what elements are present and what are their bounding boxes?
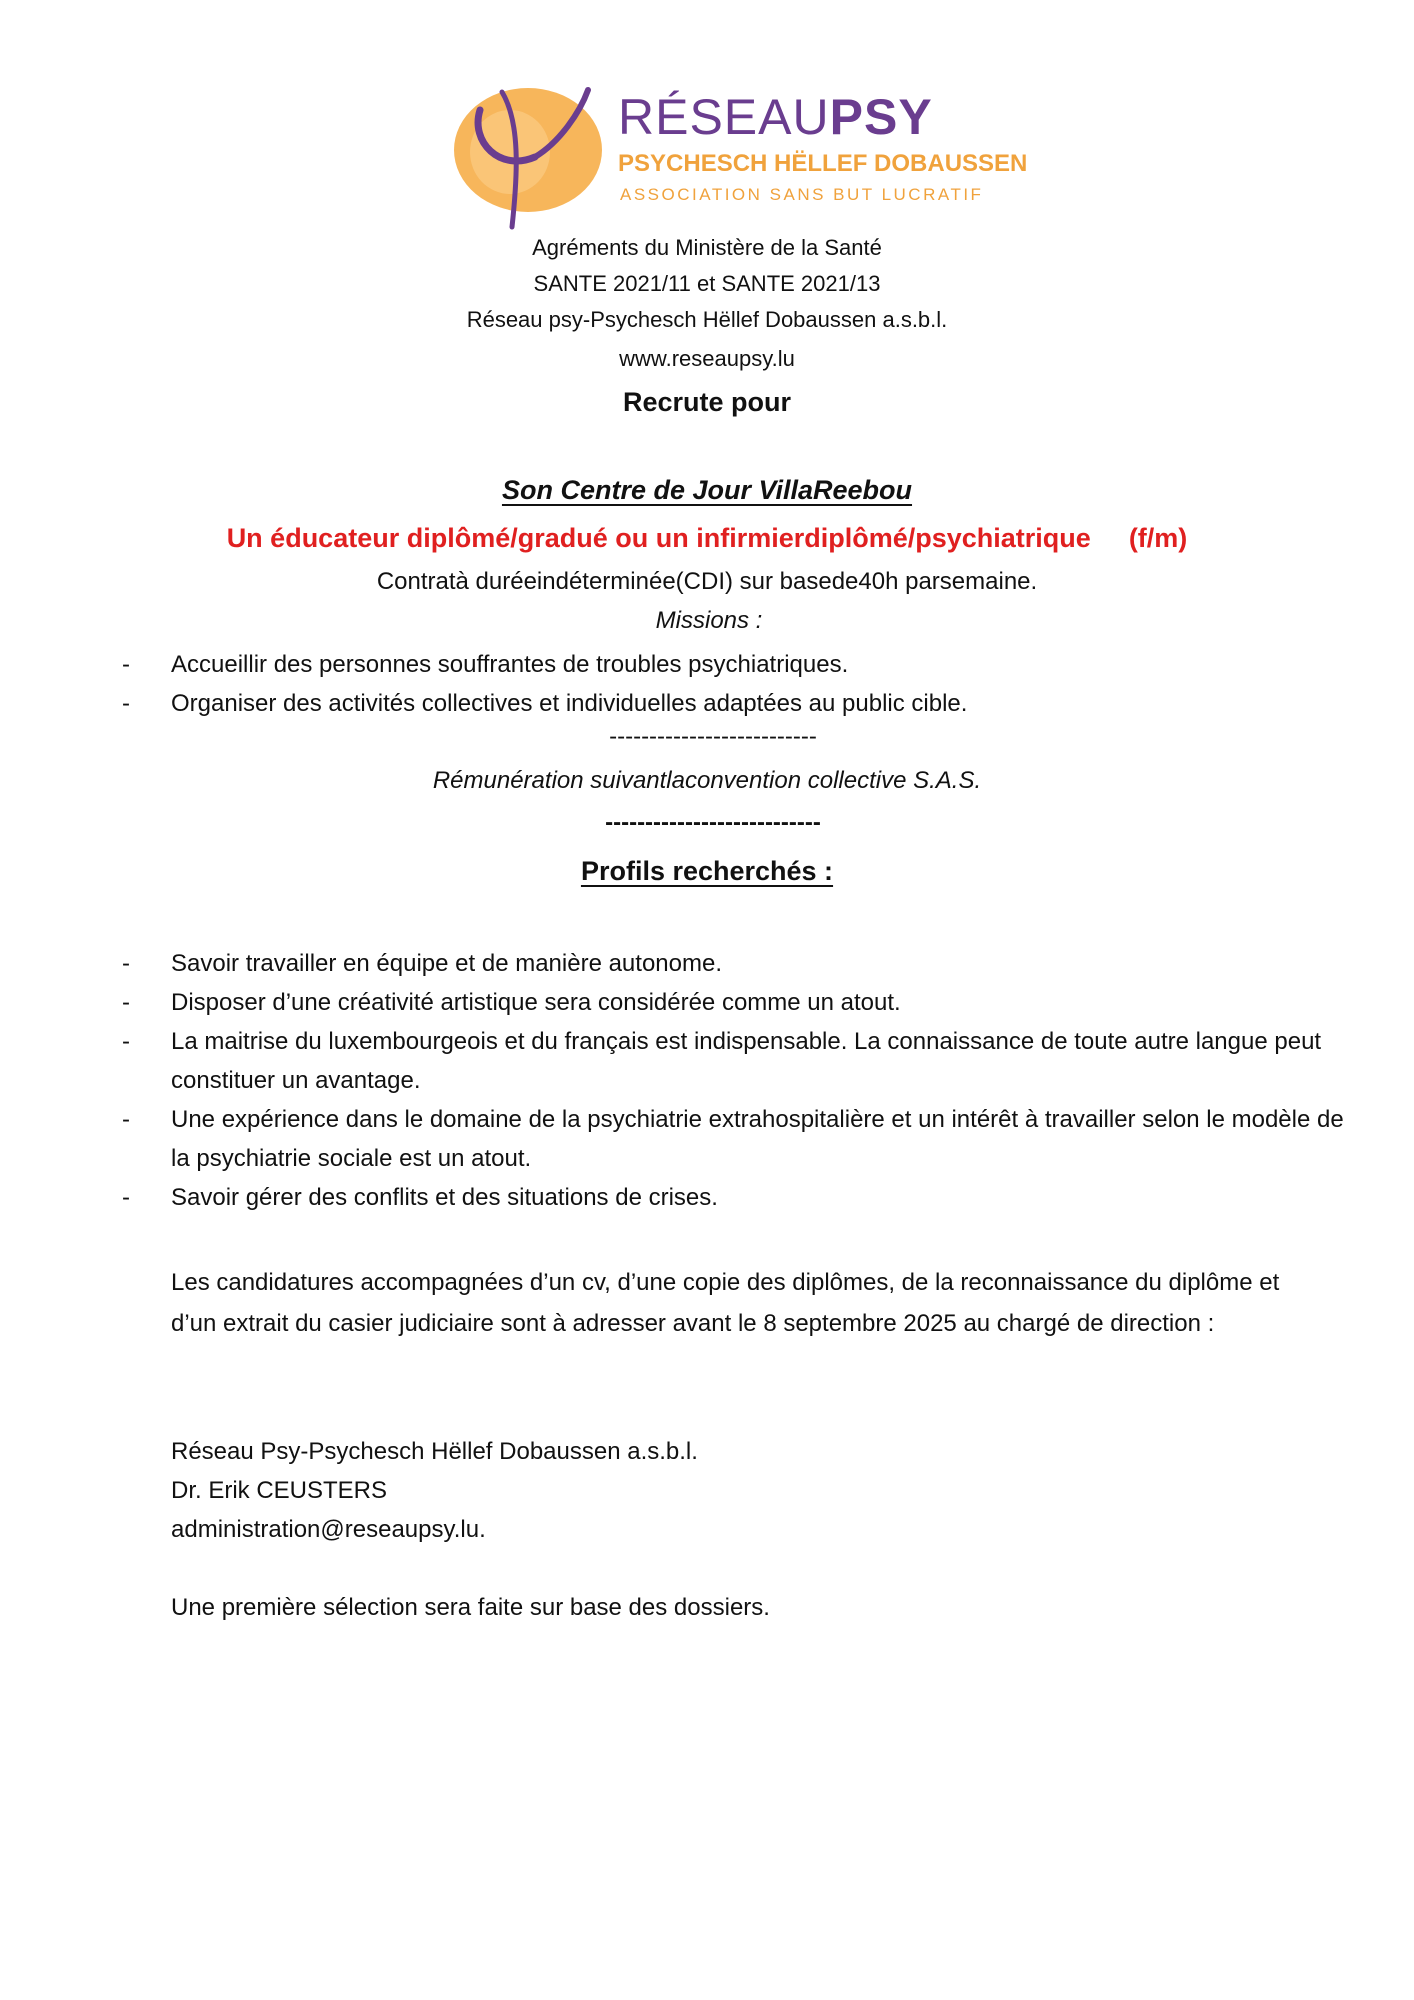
- approval-numbers: SANTE 2021/11 et SANTE 2021/13: [533, 271, 881, 296]
- approvals-line: Agréments du Ministère de la Santé: [532, 235, 882, 260]
- logo-subtitle: PSYCHESCH HËLLEF DOBAUSSEN: [618, 150, 1028, 177]
- application-text: Les candidatures accompagnées d’un cv, d’une copie des diplômes, de la reconnaissance du diplôme et d’un extrait du casier judiciaire sont à adresser avant le 8 septembre 2025 au chargé de direction :: [171, 1269, 1280, 1337]
- contract-line: Contratà duréeindéterminée(CDI) sur basede40h parsemaine.: [376, 568, 1038, 595]
- separator: --------------------------: [609, 723, 817, 750]
- bullet-dash: -: [122, 1184, 130, 1211]
- bullet-dash: -: [122, 1028, 130, 1055]
- list-item: - Disposer d’une créativité artistique sera considérée comme un atout.: [122, 983, 1352, 1022]
- organization-name: Réseau psy-Psychesch Hëllef Dobaussen a.s.b.l.: [466, 307, 948, 332]
- recruits-heading: Recrute pour: [622, 387, 792, 417]
- list-item: - Une expérience dans le domaine de la psychiatrie extrahospitalière et un intérêt à travailler selon le modèle de la psychiatrie sociale est un atout.: [122, 1100, 1352, 1178]
- logo: [440, 82, 1028, 232]
- bullet-dash: -: [122, 1106, 130, 1133]
- contact-organization: Réseau Psy-Psychesch Hëllef Dobaussen a.s.b.l.: [171, 1438, 698, 1465]
- gender-label: (f/m): [1128, 523, 1188, 553]
- list-item: - Accueillir des personnes souffrantes de troubles psychiatriques.: [122, 645, 1352, 684]
- bullet-dash: -: [122, 690, 130, 717]
- list-item: - Savoir gérer des conflits et des situations de crises.: [122, 1178, 1352, 1217]
- remuneration-line: Rémunération suivantlaconvention collective S.A.S.: [432, 767, 982, 794]
- separator: ---------------------------: [605, 809, 821, 836]
- centre-name: Son Centre de Jour VillaReebou: [501, 475, 913, 505]
- bullet-dash: -: [122, 651, 130, 678]
- list-item: - Organiser des activités collectives et individuelles adaptées au public cible.: [122, 684, 1352, 723]
- job-title: Un éducateur diplômé/gradué ou un infirmierdiplômé/psychiatrique (f/m): [226, 523, 1188, 553]
- logo-emblem-icon: [440, 82, 620, 232]
- profiles-heading: Profils recherchés :: [580, 856, 834, 886]
- website-link[interactable]: www.reseaupsy.lu: [619, 346, 795, 371]
- contact-name: Dr. Erik CEUSTERS: [171, 1477, 388, 1504]
- bullet-dash: -: [122, 989, 130, 1016]
- selection-note: Une première sélection sera faite sur base des dossiers.: [171, 1594, 770, 1621]
- missions-label: Missions :: [655, 607, 763, 634]
- logo-tagline: ASSOCIATION SANS BUT LUCRATIF: [620, 185, 984, 204]
- logo-title: RÉSEAUPSY: [618, 89, 933, 145]
- list-item: - La maitrise du luxembourgeois et du français est indispensable. La connaissance de toute autre langue peut constituer un avantage.: [122, 1022, 1352, 1100]
- list-item: - Savoir travailler en équipe et de manière autonome.: [122, 944, 1352, 983]
- contact-email[interactable]: administration@reseaupsy.lu.: [171, 1516, 486, 1543]
- bullet-dash: -: [122, 950, 130, 977]
